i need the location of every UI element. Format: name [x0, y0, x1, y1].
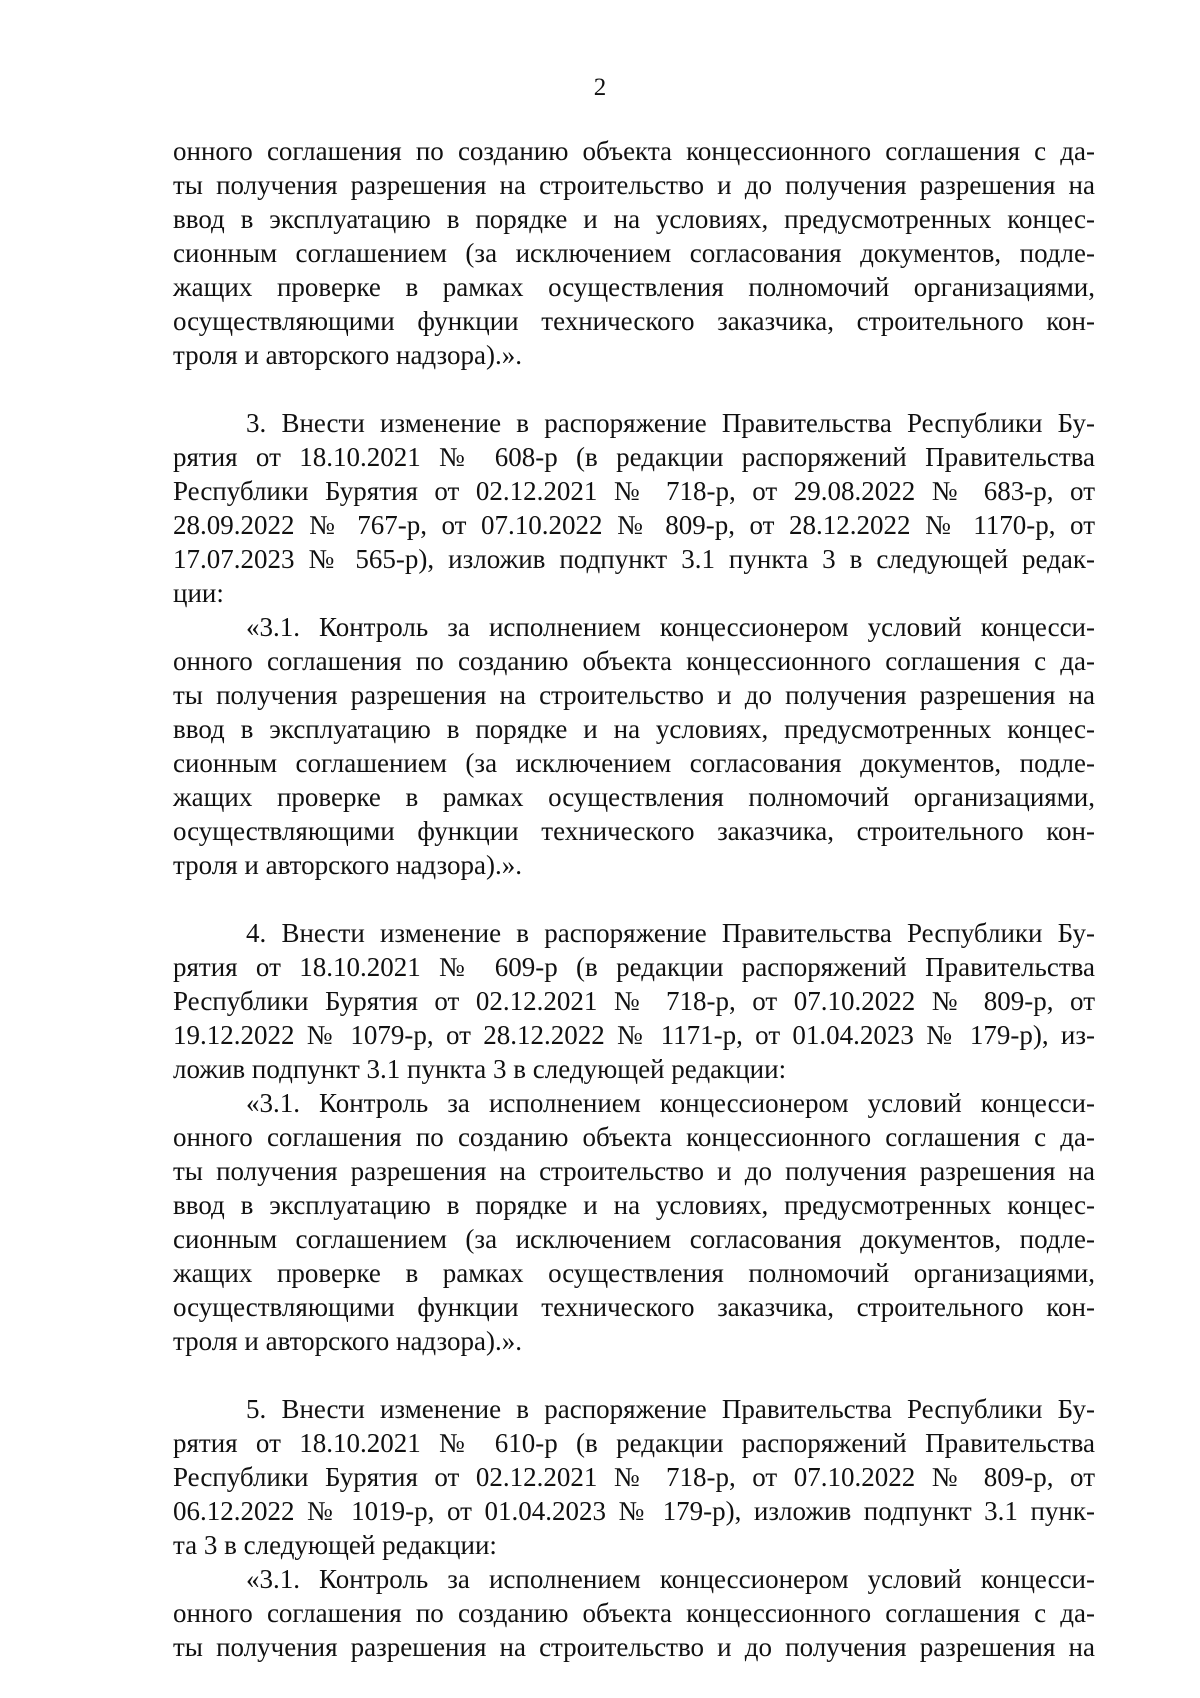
text-line: «3.1. Контроль за исполнением концессионером условий концесси-: [246, 612, 1095, 642]
text-line: осуществляющими функции технического заказчика, строительного кон-: [173, 306, 1095, 336]
text-line: ввод в эксплуатацию в порядке и на условиях, предусмотренных концес-: [173, 1190, 1095, 1220]
text-line: 28.09.2022 № 767-р, от 07.10.2022 № 809-р, от 28.12.2022 № 1170-р, от: [173, 510, 1095, 540]
text-line: жащих проверке в рамках осуществления полномочий организациями,: [173, 1258, 1095, 1288]
item-5: [173, 1392, 1095, 1664]
text-line: рятия от 18.10.2021 № 609-р (в редакции распоряжений Правительства: [173, 952, 1095, 982]
text-line: онного соглашения по созданию объекта концессионного соглашения с да-: [173, 136, 1095, 166]
text-line: сионным соглашением (за исключением согласования документов, подле-: [173, 748, 1095, 778]
text-line: 4. Внести изменение в распоряжение Правительства Республики Бу-: [246, 918, 1095, 948]
page-number: 2: [593, 74, 607, 101]
text-line: «3.1. Контроль за исполнением концессионером условий концесси-: [246, 1564, 1095, 1594]
text-line: ты получения разрешения на строительство и до получения разрешения на: [173, 680, 1095, 710]
text-line: рятия от 18.10.2021 № 608-р (в редакции распоряжений Правительства: [173, 442, 1095, 472]
text-line: та 3 в следующей редакции:: [173, 1530, 497, 1560]
text-line: ты получения разрешения на строительство и до получения разрешения на: [173, 170, 1095, 200]
text-line: троля и авторского надзора).».: [173, 340, 522, 370]
text-line: сионным соглашением (за исключением согласования документов, подле-: [173, 1224, 1095, 1254]
text-line: ты получения разрешения на строительство и до получения разрешения на: [173, 1156, 1095, 1186]
text-line: троля и авторского надзора).».: [173, 1326, 522, 1356]
text-line: 3. Внести изменение в распоряжение Правительства Республики Бу-: [246, 408, 1095, 438]
paragraph-continuation: [173, 134, 1095, 372]
text-line: рятия от 18.10.2021 № 610-р (в редакции распоряжений Правительства: [173, 1428, 1095, 1458]
text-line: онного соглашения по созданию объекта концессионного соглашения с да-: [173, 646, 1095, 676]
text-line: ции:: [173, 578, 224, 608]
text-line: ввод в эксплуатацию в порядке и на условиях, предусмотренных концес-: [173, 204, 1095, 234]
text-line: «3.1. Контроль за исполнением концессионером условий концесси-: [246, 1088, 1095, 1118]
text-line: 06.12.2022 № 1019-р, от 01.04.2023 № 179-р), изложив подпункт 3.1 пунк-: [173, 1496, 1095, 1526]
text-line: ты получения разрешения на строительство и до получения разрешения на: [173, 1632, 1095, 1662]
text-line: осуществляющими функции технического заказчика, строительного кон-: [173, 816, 1095, 846]
text-line: 19.12.2022 № 1079-р, от 28.12.2022 № 1171-р, от 01.04.2023 № 179-р), из-: [173, 1020, 1095, 1050]
text-line: троля и авторского надзора).».: [173, 850, 522, 880]
text-line: 5. Внести изменение в распоряжение Правительства Республики Бу-: [246, 1394, 1095, 1424]
text-line: Республики Бурятия от 02.12.2021 № 718-р, от 07.10.2022 № 809-р, от: [173, 986, 1095, 1016]
text-line: 17.07.2023 № 565-р), изложив подпункт 3.1 пункта 3 в следующей редак-: [173, 544, 1095, 574]
text-line: Республики Бурятия от 02.12.2021 № 718-р, от 07.10.2022 № 809-р, от: [173, 1462, 1095, 1492]
text-line: жащих проверке в рамках осуществления полномочий организациями,: [173, 782, 1095, 812]
item-4: [173, 916, 1095, 1358]
item-3: [173, 406, 1095, 882]
text-line: жащих проверке в рамках осуществления полномочий организациями,: [173, 272, 1095, 302]
text-line: ложив подпункт 3.1 пункта 3 в следующей редакции:: [173, 1054, 787, 1084]
text-line: онного соглашения по созданию объекта концессионного соглашения с да-: [173, 1598, 1095, 1628]
text-line: осуществляющими функции технического заказчика, строительного кон-: [173, 1292, 1095, 1322]
text-line: ввод в эксплуатацию в порядке и на условиях, предусмотренных концес-: [173, 714, 1095, 744]
text-line: сионным соглашением (за исключением согласования документов, подле-: [173, 238, 1095, 268]
text-line: онного соглашения по созданию объекта концессионного соглашения с да-: [173, 1122, 1095, 1152]
text-line: Республики Бурятия от 02.12.2021 № 718-р, от 29.08.2022 № 683-р, от: [173, 476, 1095, 506]
document-body: [173, 134, 1095, 1664]
